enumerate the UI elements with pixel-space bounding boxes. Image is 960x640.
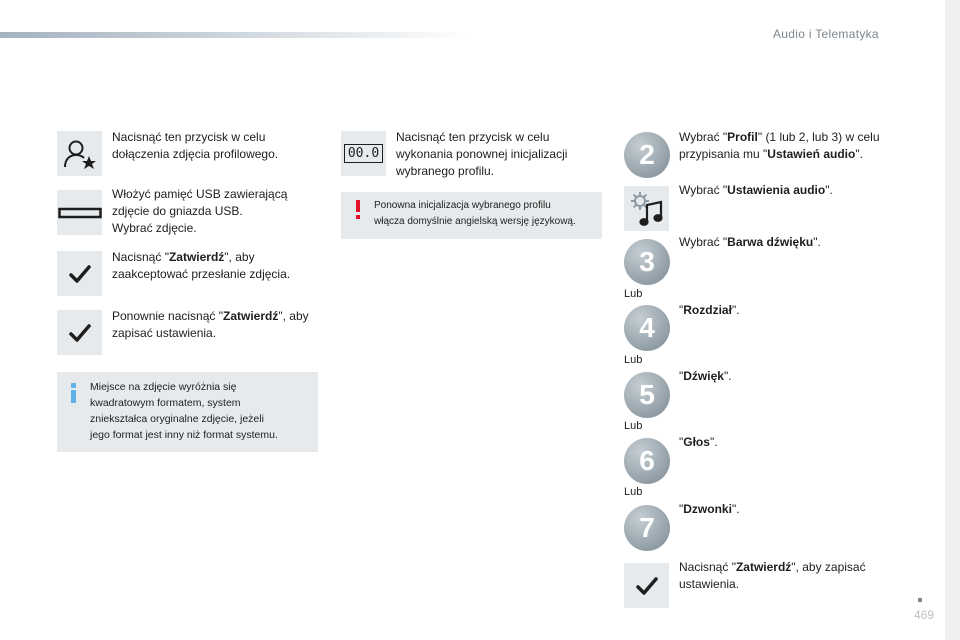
or-label: Lub xyxy=(624,354,643,366)
confirm-button-2[interactable] xyxy=(57,310,102,355)
confirm-button-3[interactable] xyxy=(624,563,669,608)
warning-note-text: Ponowna inicjalizacja wybranego profilu włącza domyślnie angielską wersję językową. xyxy=(374,200,576,227)
left-step1-text: Nacisnąć ten przycisk w celu dołączenia zdjęcia profilowego. xyxy=(112,130,279,161)
info-icon-bar xyxy=(71,390,76,403)
step-number-3: 3 xyxy=(624,239,670,285)
right-step3-text: Wybrać "Barwa dźwięku". xyxy=(679,235,821,249)
info-note-text: Miejsce na zdjęcie wyróżnia się kwadratowym formatem, system zniekształca oryginalne zdjęcie, jeżeli jego format jest inny niż format systemu. xyxy=(90,381,278,441)
profile-photo-button[interactable] xyxy=(57,131,102,176)
warning-icon xyxy=(356,200,360,212)
or-label: Lub xyxy=(624,288,643,300)
or-label: Lub xyxy=(624,420,643,432)
page-marker xyxy=(918,598,922,602)
header-bar xyxy=(0,32,470,38)
reset-button[interactable] xyxy=(341,131,386,176)
left-step4-text: Ponownie nacisnąć "Zatwierdź", aby zapisać ustawienia. xyxy=(112,309,309,340)
step-number-6: 6 xyxy=(624,438,670,484)
left-step2-text: Włożyć pamięć USB zawierającą zdjęcie do gniazda USB. Wybrać zdjęcie. xyxy=(112,187,288,235)
confirm-button-1[interactable] xyxy=(57,251,102,296)
right-step4-text: "Rozdział". xyxy=(679,303,740,317)
checkmark-icon xyxy=(636,576,658,596)
checkmark-icon xyxy=(69,323,91,343)
step-number-2: 2 xyxy=(624,132,670,178)
side-strip xyxy=(945,0,960,640)
gear-music-icon xyxy=(627,189,667,229)
middle-step1-text: Nacisnąć ten przycisk w celu wykonania ponownej inicjalizacji wybranego profilu. xyxy=(396,130,568,178)
right-step2-text: Wybrać "Profil" (1 lub 2, lub 3) w celu przypisania mu "Ustawień audio". xyxy=(679,130,880,161)
user-star-icon xyxy=(62,136,98,172)
step-number-7: 7 xyxy=(624,505,670,551)
audio-settings-button[interactable] xyxy=(624,186,669,231)
usb-slot xyxy=(57,190,102,235)
info-icon xyxy=(71,383,76,388)
warning-icon-dot xyxy=(356,215,360,219)
left-step3-text: Nacisnąć "Zatwierdź", aby zaakceptować przesłanie zdjęcia. xyxy=(112,250,291,281)
or-label: Lub xyxy=(624,486,643,498)
usb-port-icon xyxy=(58,206,102,220)
right-step5-text: "Dźwięk". xyxy=(679,369,732,383)
right-step7-text: "Dzwonki". xyxy=(679,502,740,516)
right-step6-text: "Głos". xyxy=(679,435,718,449)
right-settings-text: Wybrać "Ustawienia audio". xyxy=(679,183,833,197)
reset-display-label: 00.0 xyxy=(344,144,383,163)
checkmark-icon xyxy=(69,264,91,284)
section-title: Audio i Telematyka xyxy=(773,27,879,41)
step-number-4: 4 xyxy=(624,305,670,351)
step-number-5: 5 xyxy=(624,372,670,418)
right-final-text: Nacisnąć "Zatwierdź", aby zapisać ustawienia. xyxy=(679,560,866,591)
page-number: 469 xyxy=(914,608,935,622)
